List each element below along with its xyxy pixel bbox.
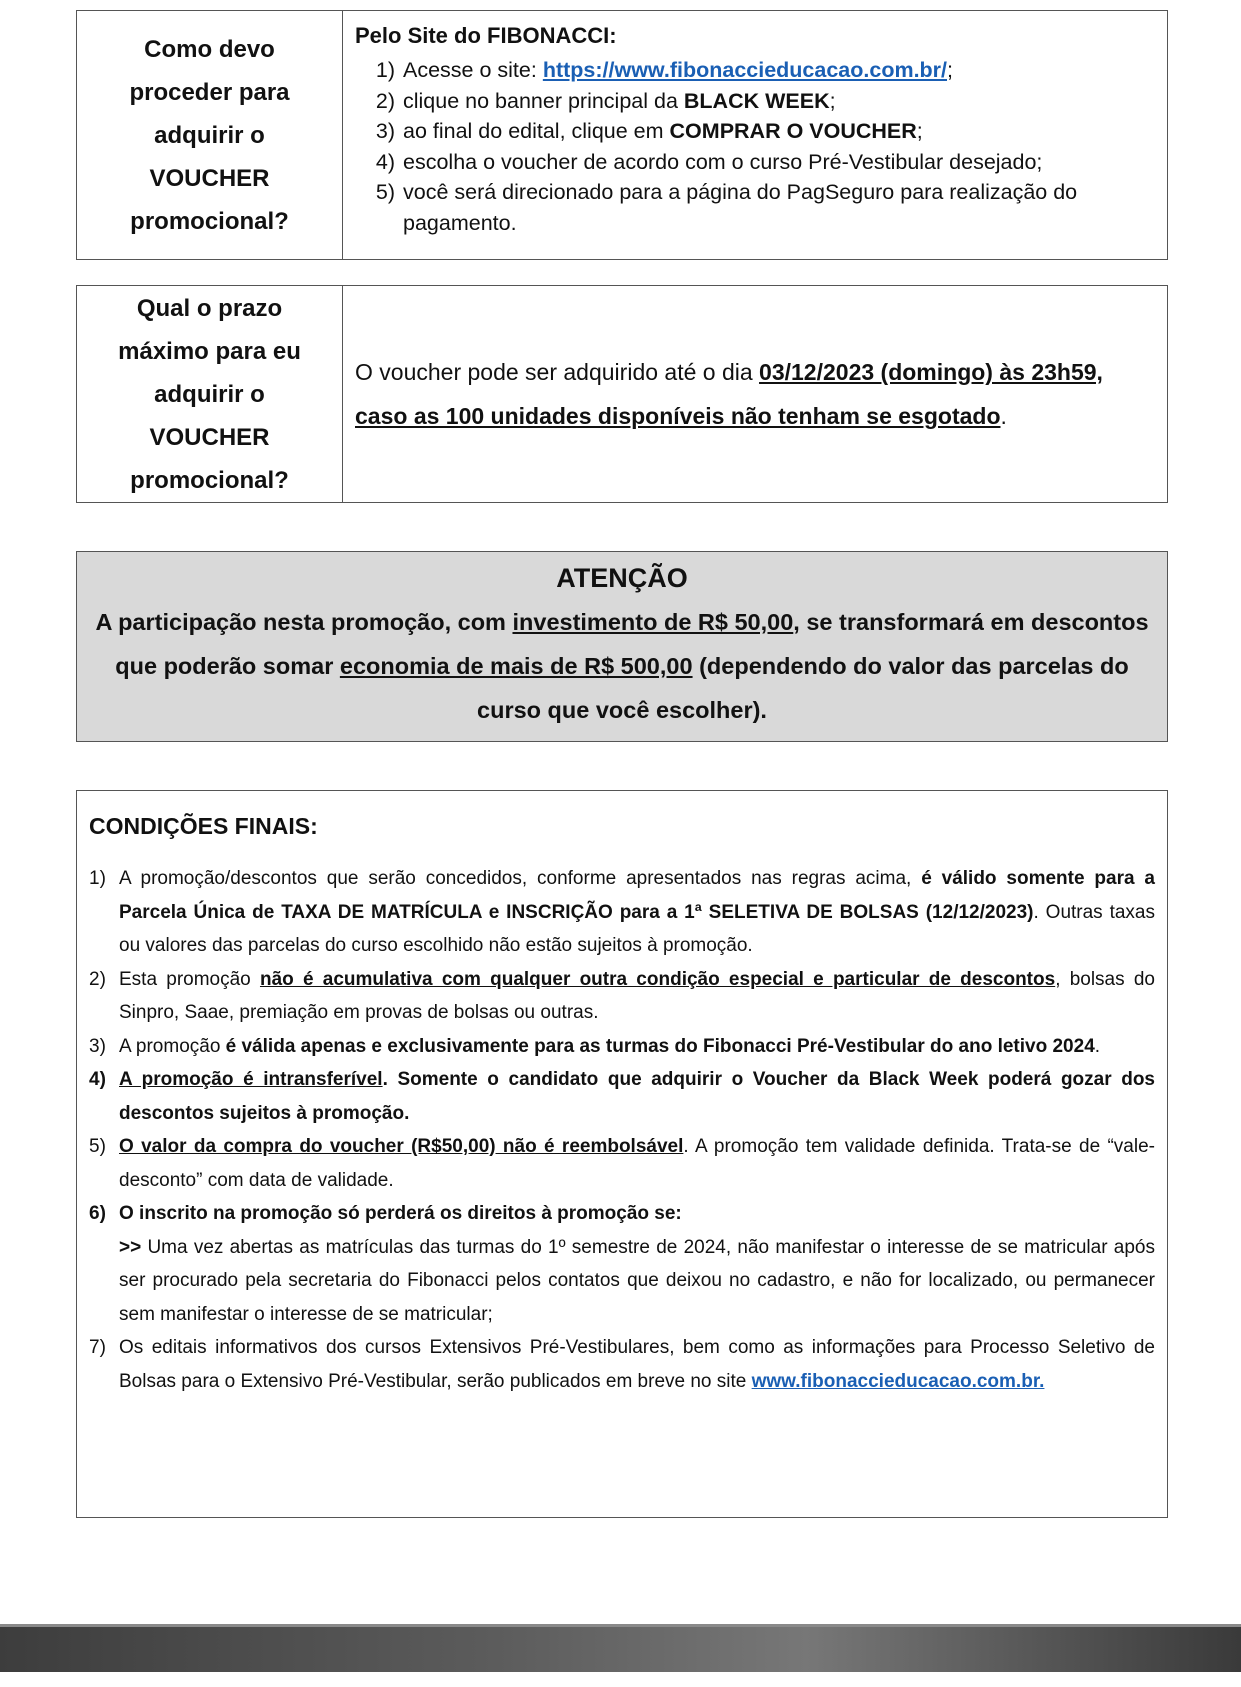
condition-item: 6) O inscrito na promoção só perderá os direitos à promoção se: >> Uma vez abertas as matrículas das turmas do 1º semestre de 2024, não manifestar o interesse de se matricular após ser procurado pela secretaria do Fibonacci pelos contatos que deixou no cadastro, e não for localizado, ou permanecer sem manifestar o interesse de se matricular; <box>89 1203 1155 1325</box>
deadline-text: 03/12/2023 (domingo) às 23h59, caso as 100 unidades disponíveis não tenham se esgotado <box>355 359 1103 429</box>
faq-question: Como devo proceder para adquirir o VOUCHER promocional? <box>77 11 343 259</box>
attention-text: A participação nesta promoção, com investimento de R$ 50,00, se transformará em descontos que poderão somar economia de mais de R$ 500,00 (dependendo do valor das parcelas do curso que você escolher). <box>95 609 1149 723</box>
faq-answer: O voucher pode ser adquirido até o dia 03/12/2023 (domingo) às 23h59, caso as 100 unidades disponíveis não tenham se esgotado. <box>355 359 1103 429</box>
condition-item: 2) Esta promoção não é acumulativa com qualquer outra condição especial e particular de descontos, bolsas do Sinpro, Saae, premiação em provas de bolsas ou outras. <box>89 968 1155 1023</box>
final-conditions <box>76 790 1168 1518</box>
conditions-list <box>89 862 1155 1398</box>
faq-how-to-buy <box>76 10 1168 260</box>
conditions-heading: CONDIÇÕES FINAIS: <box>89 813 318 839</box>
attention-box <box>76 551 1168 742</box>
step-item: 1) Acesse o site: https://www.fibonaccieducacao.com.br/; <box>375 58 953 82</box>
site-link[interactable]: www.fibonaccieducacao.com.br. <box>751 1370 1045 1392</box>
faq-deadline <box>76 285 1168 503</box>
footer-band <box>0 1624 1241 1672</box>
attention-title: ATENÇÃO <box>556 563 688 593</box>
steps-list <box>355 55 1155 238</box>
step-item: 3) ao final do edital, clique em COMPRAR O VOUCHER; <box>375 119 923 143</box>
condition-item: 3) A promoção é válida apenas e exclusivamente para as turmas do Fibonacci Pré-Vestibular do ano letivo 2024. <box>89 1035 1101 1057</box>
condition-item: 7) Os editais informativos dos cursos Extensivos Pré-Vestibulares, bem como as informações para Processo Seletivo de Bolsas para o Extensivo Pré-Vestibular, serão publicados em breve no site www.fibonaccieducacao.com.br. <box>89 1337 1155 1392</box>
faq-question: Qual o prazo máximo para eu adquirir o VOUCHER promocional? <box>77 286 343 502</box>
faq-answer <box>343 11 1167 259</box>
condition-item: 4) A promoção é intransferível. Somente o candidato que adquirir o Voucher da Black Week poderá gozar dos descontos sujeitos à promoção. <box>89 1069 1155 1124</box>
condition-item: 5) O valor da compra do voucher (R$50,00) não é reembolsável. A promoção tem validade definida. Trata-se de “vale-desconto” com data de validade. <box>89 1136 1155 1191</box>
step-item: 5) você será direcionado para a página do PagSeguro para realização do pagamento. <box>375 180 1078 235</box>
condition-item: 1) A promoção/descontos que serão concedidos, conforme apresentados nas regras acima, é válido somente para a Parcela Única de TAXA DE MATRÍCULA e INSCRIÇÃO para a 1ª SELETIVA DE BOLSAS (12/12/2023). Outras taxas ou valores das parcelas do curso escolhido não estão sujeitos à promoção. <box>89 868 1155 956</box>
answer-title: Pelo Site do FIBONACCI: <box>355 23 617 48</box>
step-item: 2) clique no banner principal da BLACK WEEK; <box>375 88 836 113</box>
step-item: 4) escolha o voucher de acordo com o curso Pré-Vestibular desejado; <box>375 149 1043 174</box>
site-link[interactable]: https://www.fibonaccieducacao.com.br/ <box>542 58 948 82</box>
